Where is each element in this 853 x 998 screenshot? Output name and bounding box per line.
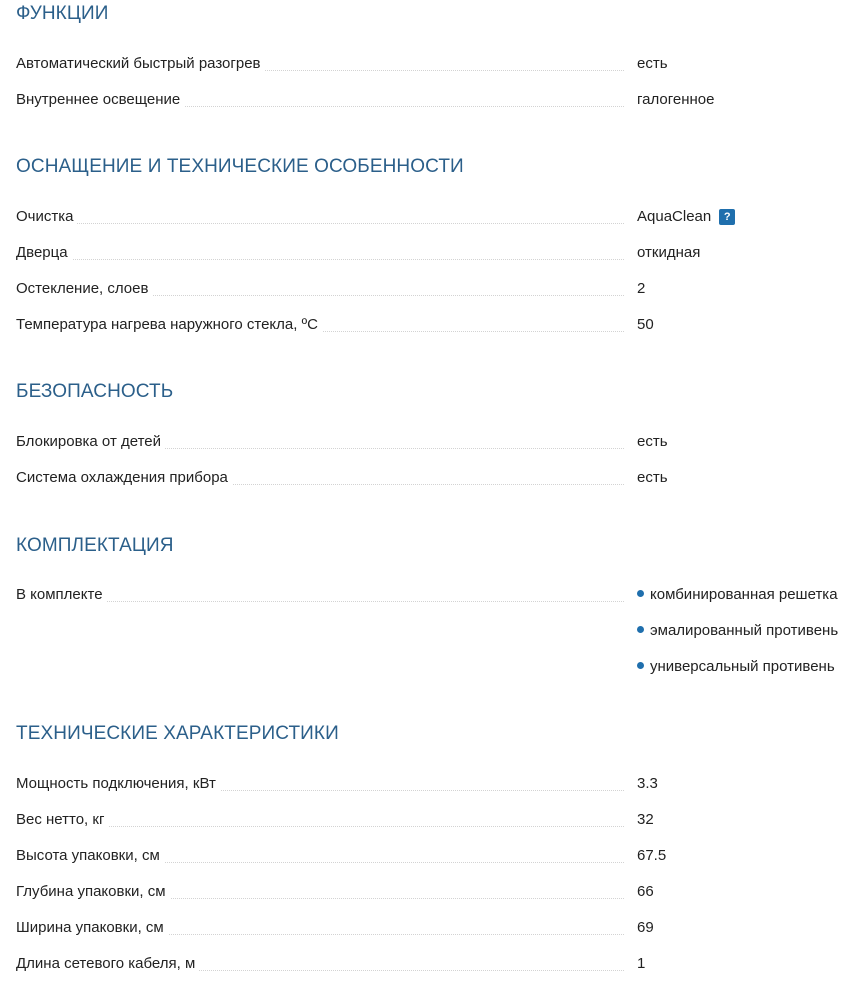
leader-dots [16,601,624,602]
spec-row-child-lock [16,432,853,452]
spec-label: В комплекте [16,585,107,605]
spec-value: есть [637,469,668,486]
spec-row-pack-width [16,918,853,938]
spec-value: галогенное [637,91,715,108]
spec-value: 1 [637,955,646,972]
package-item-label: комбинированная решетка [650,586,838,603]
spec-row-door [16,243,853,263]
spec-label: Мощность подключения, кВт [16,774,220,794]
spec-value: 32 [637,811,654,828]
bullet-dot [637,590,644,597]
spec-label: Внутреннее освещение [16,90,184,110]
spec-row-power [16,774,853,794]
spec-value: 66 [637,883,654,900]
spec-row-glass-temp [16,315,853,335]
spec-label: Очистка [16,207,77,227]
spec-label: Дверца [16,243,72,263]
spec-value: 2 [637,280,646,297]
spec-value: 50 [637,316,654,333]
spec-label: Ширина упаковки, см [16,918,168,938]
bullet-dot [637,662,644,669]
section-title-functions: ФУНКЦИИ [16,3,109,24]
spec-label: Блокировка от детей [16,432,165,452]
spec-value: 67.5 [637,847,667,864]
spec-label: Система охлаждения прибора [16,468,232,488]
section-title-equipment: ОСНАЩЕНИЕ И ТЕХНИЧЕСКИЕ ОСОБЕННОСТИ [16,156,464,177]
spec-label: Температура нагрева наружного стекла, ºС [16,315,322,335]
spec-value: 69 [637,919,654,936]
spec-label: Вес нетто, кг [16,810,108,830]
section-title-safety: БЕЗОПАСНОСТЬ [16,381,174,402]
spec-row-cable-length [16,954,853,974]
package-item [637,621,838,641]
spec-row-pack-height [16,846,853,866]
spec-row-glazing [16,279,853,299]
package-item [637,657,835,677]
bullet-dot [637,626,644,633]
spec-row-cleaning [16,207,853,227]
package-item [637,585,838,605]
spec-row-pack-depth [16,882,853,902]
spec-label: Автоматический быстрый разогрев [16,54,265,74]
package-item-label: универсальный противень [650,658,835,675]
spec-label: Длина сетевого кабеля, м [16,954,199,974]
spec-row-quick-heat [16,54,853,74]
help-icon[interactable]: ? [719,209,735,225]
package-item-label: эмалированный противень [650,622,839,639]
spec-value: есть [637,55,668,72]
spec-label: Глубина упаковки, см [16,882,170,902]
spec-value-cleaning [637,207,735,227]
spec-value: AquaClean [637,208,712,225]
spec-row-weight [16,810,853,830]
spec-row-cooling [16,468,853,488]
spec-label: Остекление, слоев [16,279,152,299]
spec-value: есть [637,433,668,450]
leader-dots [16,223,624,224]
spec-value: 3.3 [637,775,658,792]
section-title-package: КОМПЛЕКТАЦИЯ [16,535,174,556]
leader-dots [16,259,624,260]
spec-value: откидная [637,244,701,261]
spec-row-interior-light [16,90,853,110]
spec-label: Высота упаковки, см [16,846,164,866]
section-title-specs: ТЕХНИЧЕСКИЕ ХАРАКТЕРИСТИКИ [16,723,339,744]
